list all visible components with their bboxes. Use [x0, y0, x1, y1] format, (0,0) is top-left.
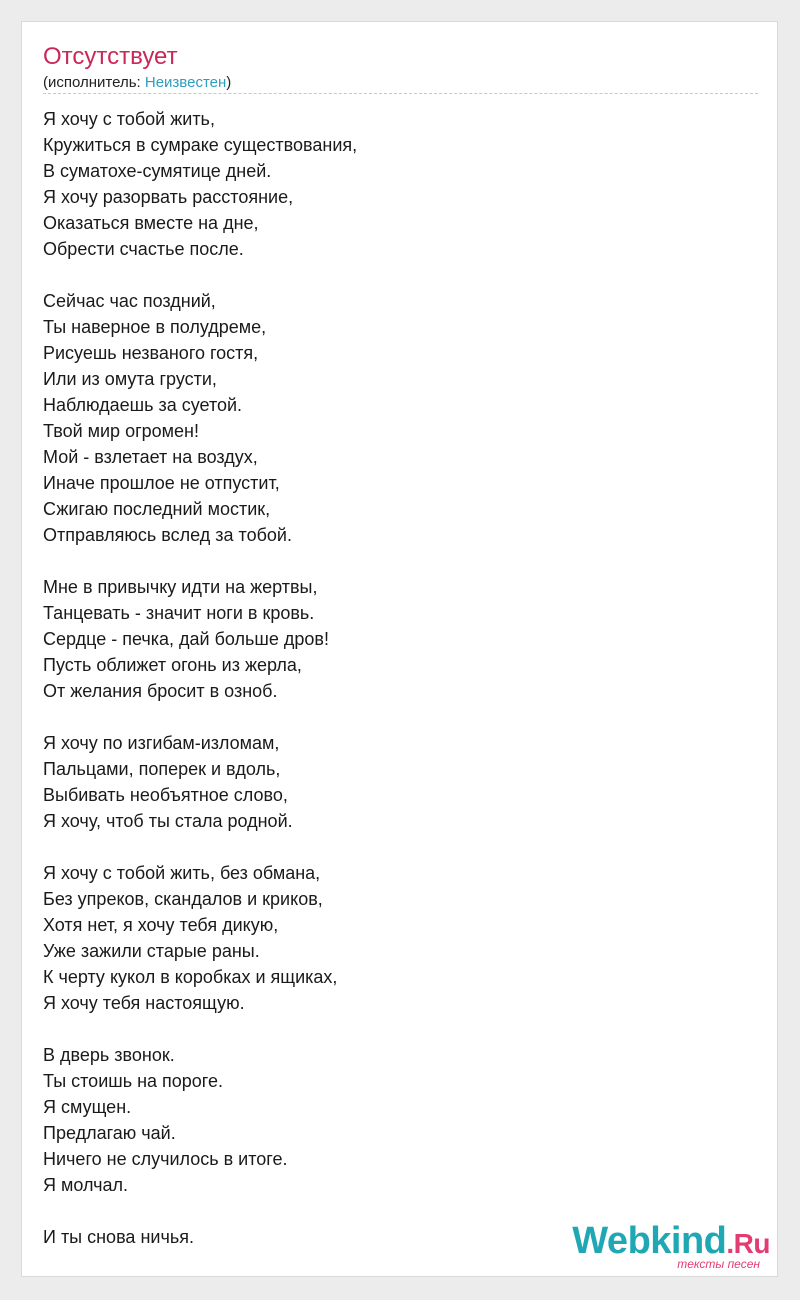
stanza-gap: [43, 1198, 357, 1224]
lyric-line: Сейчас час поздний,: [43, 291, 216, 311]
logo-tagline: тексты песен: [677, 1257, 760, 1271]
lyric-line: Я хочу, чтоб ты стала родной.: [43, 811, 293, 831]
dashed-divider: [43, 93, 758, 94]
stanza-gap: [43, 548, 357, 574]
lyric-line: Хотя нет, я хочу тебя дикую,: [43, 915, 279, 935]
lyric-line: Кружиться в сумраке существования,: [43, 135, 358, 155]
lyric-line: Пальцами, поперек и вдоль,: [43, 759, 281, 779]
stanza-gap: [43, 262, 357, 288]
lyric-line: Сжигаю последний мостик,: [43, 499, 271, 519]
lyric-line: Мой - взлетает на воздух,: [43, 447, 258, 467]
lyric-line: Мне в привычку идти на жертвы,: [43, 577, 318, 597]
lyric-line: Уже зажили старые раны.: [43, 941, 260, 961]
webkind-logo[interactable]: [572, 1222, 770, 1271]
lyric-line: Ты наверное в полудреме,: [43, 317, 267, 337]
lyric-line: К черту кукол в коробках и ящиках,: [43, 967, 338, 987]
lyric-line: От желания бросит в озноб.: [43, 681, 278, 701]
lyric-line: Я хочу по изгибам-изломам,: [43, 733, 280, 753]
artist-prefix: (исполнитель:: [43, 74, 145, 91]
lyric-line: Я хочу разорвать расстояние,: [43, 187, 294, 207]
lyric-line: Наблюдаешь за суетой.: [43, 395, 243, 415]
lyric-line: Я хочу с тобой жить,: [43, 109, 215, 129]
lyric-line: Оказаться вместе на дне,: [43, 213, 259, 233]
lyric-line: Ты стоишь на пороге.: [43, 1071, 223, 1091]
lyric-line: В суматохе-сумятице дней.: [43, 161, 272, 181]
logo-tld: .Ru: [726, 1228, 770, 1259]
logo-brand: Webkind: [572, 1220, 727, 1262]
lyric-line: Или из омута грусти,: [43, 369, 217, 389]
lyric-line: Сердце - печка, дай больше дров!: [43, 629, 329, 649]
lyric-line: Ничего не случилось в итоге.: [43, 1149, 288, 1169]
lyric-line: Рисуешь незваного гостя,: [43, 343, 259, 363]
stanza-gap: [43, 704, 357, 730]
song-title: Отсутствует: [43, 43, 178, 70]
lyric-line: Я молчал.: [43, 1175, 128, 1195]
stanza-gap: [43, 834, 357, 860]
artist-link[interactable]: Неизвестен: [144, 74, 227, 91]
lyric-line: Обрести счастье после.: [43, 239, 244, 259]
lyric-line: Я хочу тебя настоящую.: [43, 993, 245, 1013]
lyric-line: Я смущен.: [43, 1097, 132, 1117]
artist-line: [43, 73, 231, 93]
lyrics-card: [21, 21, 778, 1277]
lyric-line: Без упреков, скандалов и криков,: [43, 889, 323, 909]
lyric-line: Я хочу с тобой жить, без обмана,: [43, 863, 321, 883]
lyric-line: Предлагаю чай.: [43, 1123, 176, 1143]
lyric-line: Твой мир огромен!: [43, 421, 199, 441]
lyrics-text: [43, 106, 357, 1250]
lyric-line: Пусть оближет огонь из жерла,: [43, 655, 302, 675]
lyric-line: В дверь звонок.: [43, 1045, 175, 1065]
lyric-line: Танцевать - значит ноги в кровь.: [43, 603, 315, 623]
artist-suffix: ): [226, 74, 232, 91]
lyric-line: Выбивать необъятное слово,: [43, 785, 288, 805]
lyric-line: Иначе прошлое не отпустит,: [43, 473, 280, 493]
lyric-line: Отправляюсь вслед за тобой.: [43, 525, 292, 545]
lyric-line: И ты снова ничья.: [43, 1227, 194, 1247]
stanza-gap: [43, 1016, 357, 1042]
